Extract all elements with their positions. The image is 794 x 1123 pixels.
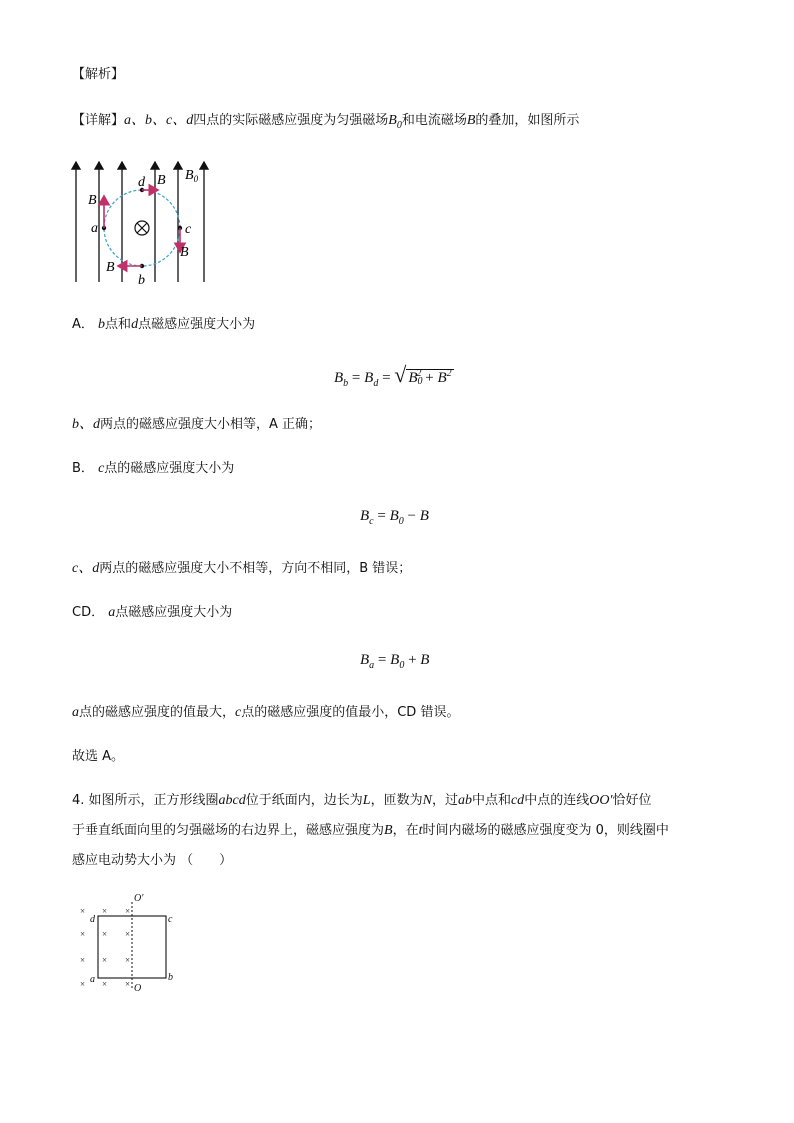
svg-text:×: × [80,929,86,939]
label-B-b: B [106,260,115,275]
svg-text:×: × [102,906,108,916]
label-O: O [134,983,142,994]
equation-a: $B_a = B_0 + B$ [360,652,430,671]
question-4-line-1: 4. 如图所示，正方形线圈abcd位于纸面内，边长为L，匝数为N，过ab中点和cd中点的连线OO′恰好位 [72,793,652,808]
label-c: c [168,914,173,925]
svg-text:×: × [102,929,108,939]
field-crosses [80,906,130,989]
label-B0: B [185,168,194,183]
svg-text:×: × [125,955,131,965]
option-cd-conclusion: a点的磁感应强度的值最大，c点的磁感应强度的值最小，CD 错误。 [72,705,460,720]
detail-paragraph: 【详解】a、b、c、d四点的实际磁感应强度为匀强磁场$B_0$和电流磁场B的叠加，如图所示 [72,113,580,131]
svg-text:B0: $B_0$ [185,168,199,184]
field-superposition-figure [66,152,216,292]
equation-c: $B_c = B_0 - B$ [360,508,429,527]
option-a-conclusion: b、d两点的磁感应强度大小相等，A 正确； [72,417,322,432]
option-b-text: B． c点的磁感应强度大小为 [72,461,235,476]
option-b-conclusion: c、d两点的磁感应强度大小不相等，方向不相同，B 错误； [72,561,412,576]
label-d: d [138,175,145,190]
question-4-line-3: 感应电动势大小为 （ ） [72,853,233,868]
svg-text:×: × [125,979,131,989]
analysis-heading: 【解析】 [72,67,125,82]
option-a-text: A． b点和d点磁感应强度大小为 [72,317,256,332]
svg-text:×: × [102,979,108,989]
answer-line: 故选 A。 [72,749,125,764]
equation-bd: $B_b = B_d$ = √ $B_0^2 + B^2$ [334,362,452,389]
svg-text:×: × [80,979,86,989]
label-c: c [185,222,192,237]
svg-text:×: × [80,955,86,965]
label-O-prime: O′ [134,893,144,904]
svg-text:×: × [125,906,131,916]
svg-text:×: × [102,955,108,965]
label-b: b [168,972,173,983]
svg-text:×: × [125,929,131,939]
label-a: a [91,221,98,236]
label-B-a: B [88,193,97,208]
label-a: a [90,974,95,985]
svg-text:×: × [80,906,86,916]
square-coil-figure [74,892,194,996]
label-b: b [138,273,145,288]
label-B-d: B [157,173,166,188]
option-cd-text: CD． a点磁感应强度大小为 [72,605,233,620]
label-d: d [90,914,95,925]
question-4-line-2: 于垂直纸面向里的匀强磁场的右边界上，磁感应强度为B，在t时间内磁场的磁感应强度变为 0，则线圈中 [72,823,669,838]
label-B-c: B [180,245,189,260]
